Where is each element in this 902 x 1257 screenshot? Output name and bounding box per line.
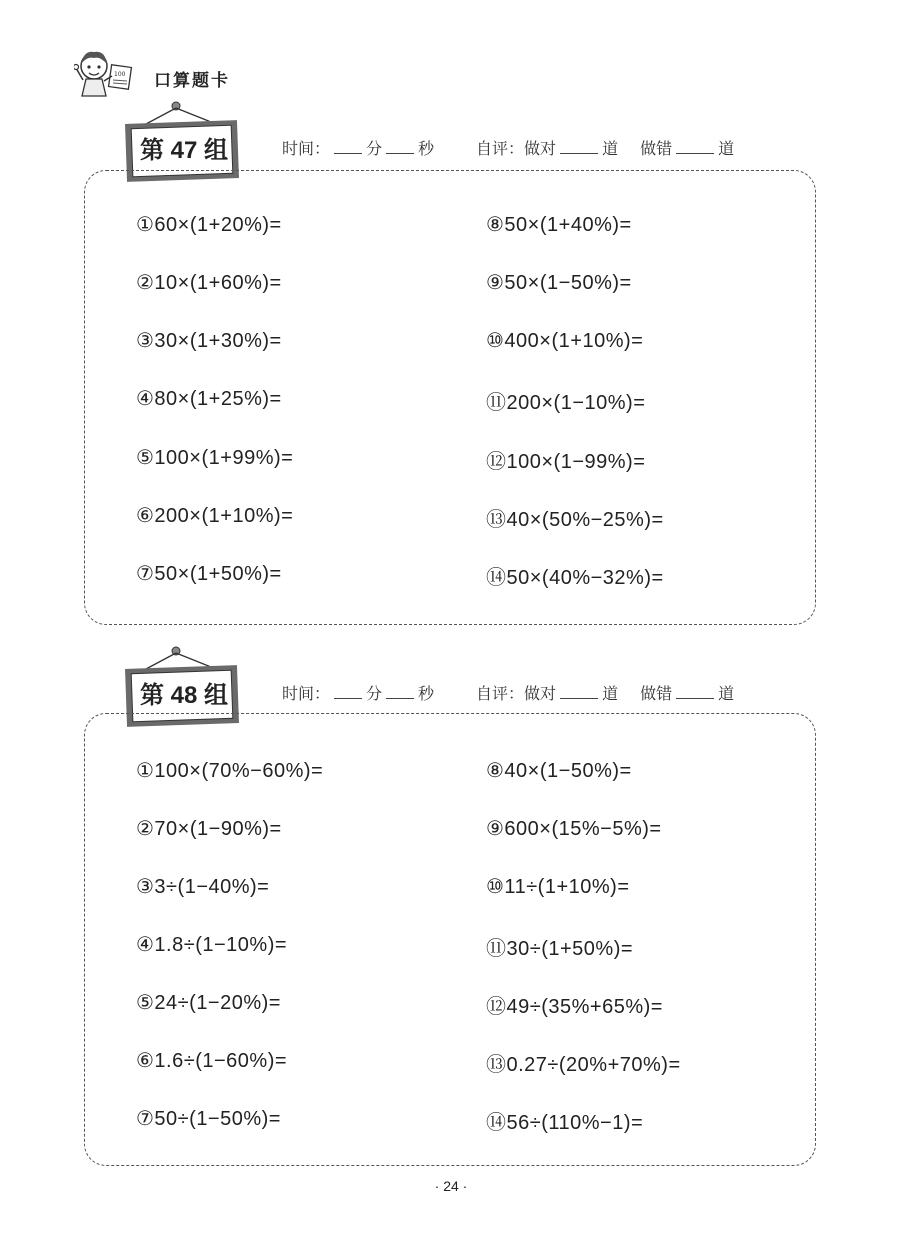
- problem-item: ④80×(1+25%)=: [136, 388, 282, 410]
- page-title: 口算题卡: [154, 71, 230, 91]
- problem-item: ①100×(70%−60%)=: [136, 760, 324, 782]
- time-label: 时间：: [282, 684, 331, 703]
- correct-label: 自评：做对: [476, 139, 557, 158]
- problem-item: ⑦50÷(1−50%)=: [136, 1108, 281, 1130]
- self-assessment-line: [282, 681, 734, 704]
- problem-item: ⑪200×(1−10%)=: [486, 392, 646, 414]
- problem-item: ④1.8÷(1−10%)=: [136, 934, 288, 956]
- seconds-blank[interactable]: [386, 139, 414, 154]
- wrong-unit: 道: [718, 684, 735, 703]
- problem-item: ⑫100×(1−99%)=: [486, 451, 646, 473]
- problem-item: ⑪30÷(1+50%)=: [486, 938, 634, 960]
- problem-item: ⑬0.27÷(20%+70%)=: [486, 1054, 681, 1076]
- svg-text:100: 100: [114, 71, 126, 78]
- minute-unit: 分: [366, 684, 383, 703]
- correct-unit: 道: [602, 684, 619, 703]
- problem-item: ⑦50×(1+50%)=: [136, 563, 282, 585]
- second-unit: 秒: [418, 139, 435, 158]
- problem-item: ⑭56÷(110%−1)=: [486, 1112, 644, 1134]
- problem-item: ⑥200×(1+10%)=: [136, 505, 294, 527]
- problem-item: ⑧50×(1+40%)=: [486, 214, 632, 236]
- problem-item: ①60×(1+20%)=: [136, 214, 282, 236]
- wrong-count-blank[interactable]: [676, 684, 714, 699]
- correct-label: 自评：做对: [476, 684, 557, 703]
- correct-unit: 道: [602, 139, 619, 158]
- minutes-blank[interactable]: [334, 684, 362, 699]
- problem-item: ②70×(1−90%)=: [136, 818, 282, 840]
- wrong-unit: 道: [718, 139, 735, 158]
- correct-count-blank[interactable]: [560, 684, 598, 699]
- problem-item: ⑧40×(1−50%)=: [486, 760, 632, 782]
- second-unit: 秒: [418, 684, 435, 703]
- group-label: 第 48 组: [139, 682, 229, 709]
- minute-unit: 分: [366, 139, 383, 158]
- minutes-blank[interactable]: [334, 139, 362, 154]
- problem-item: ⑭50×(40%−32%)=: [486, 567, 664, 589]
- page-number: · 24 ·: [434, 1178, 468, 1194]
- time-label: 时间：: [282, 139, 331, 158]
- wrong-label: 做错: [640, 684, 673, 703]
- seconds-blank[interactable]: [386, 684, 414, 699]
- problem-item: ⑩11÷(1+10%)=: [486, 876, 630, 898]
- problem-item: ⑬40×(50%−25%)=: [486, 509, 664, 531]
- problem-item: ②10×(1+60%)=: [136, 272, 282, 294]
- problem-item: ⑤100×(1+99%)=: [136, 447, 294, 469]
- wrong-label: 做错: [640, 139, 673, 158]
- correct-count-blank[interactable]: [560, 139, 598, 154]
- problem-item: ③30×(1+30%)=: [136, 330, 282, 352]
- problem-item: ③3÷(1−40%)=: [136, 876, 270, 898]
- girl-mascot-icon: [74, 46, 138, 104]
- self-assessment-line: [282, 136, 734, 159]
- problem-item: ⑨600×(15%−5%)=: [486, 818, 662, 840]
- problem-item: ⑤24÷(1−20%)=: [136, 992, 281, 1014]
- wrong-count-blank[interactable]: [676, 139, 714, 154]
- problem-item: ⑥1.6÷(1−60%)=: [136, 1050, 288, 1072]
- problem-item: ⑫49÷(35%+65%)=: [486, 996, 663, 1018]
- problem-item: ⑨50×(1−50%)=: [486, 272, 632, 294]
- problem-item: ⑩400×(1+10%)=: [486, 330, 644, 352]
- group-label: 第 47 组: [139, 137, 229, 164]
